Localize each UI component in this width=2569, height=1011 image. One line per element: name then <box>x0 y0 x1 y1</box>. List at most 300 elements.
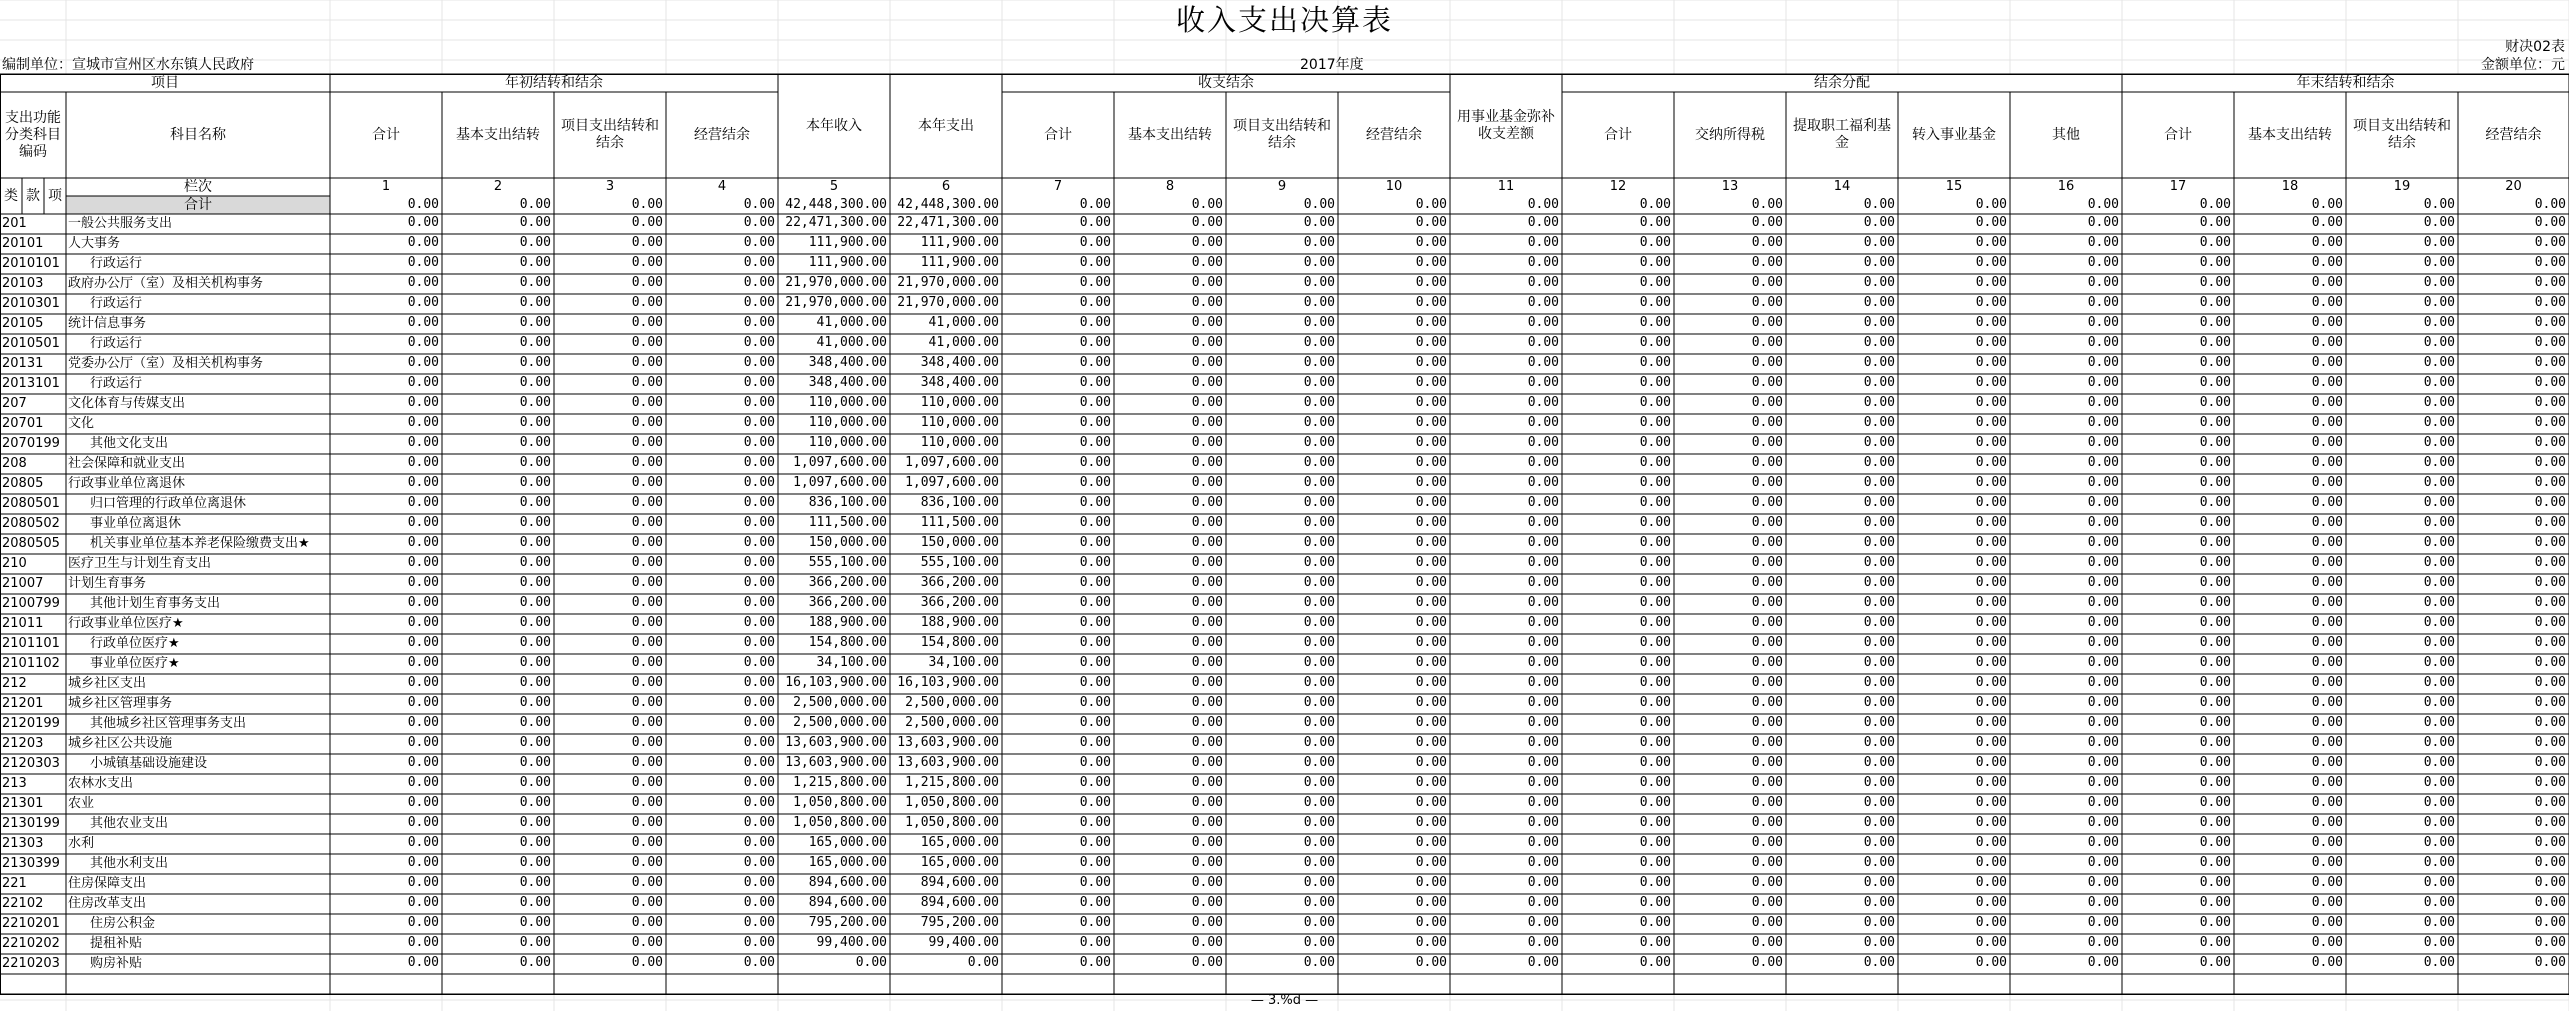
table-row-cell: 0.00 <box>743 895 775 910</box>
table-row-cell: 0.00 <box>2311 415 2343 430</box>
table-row-cell: 0.00 <box>2087 815 2119 830</box>
subject-code: 201 <box>2 216 27 231</box>
table-row-cell: 0.00 <box>1975 935 2007 950</box>
subject-code: 2080502 <box>2 516 60 531</box>
subject-name: 农林水支出 <box>68 776 134 791</box>
table-row-cell: 0.00 <box>631 315 663 330</box>
table-row-cell: 0.00 <box>1415 835 1447 850</box>
table-row-cell: 0.00 <box>1639 615 1671 630</box>
table-row-cell: 0.00 <box>2534 795 2566 810</box>
table-row-cell: 0.00 <box>2087 595 2119 610</box>
table-row-cell: 0.00 <box>2087 215 2119 230</box>
currency-unit: 金额单位：元 <box>2481 57 2565 73</box>
table-row-cell: 0.00 <box>2311 475 2343 490</box>
header-lei: 类 <box>4 187 18 204</box>
table-row-cell: 0.00 <box>743 575 775 590</box>
header-col-17: 合计 <box>2164 126 2192 143</box>
table-row-cell: 0.00 <box>2423 255 2455 270</box>
table-row-cell: 0.00 <box>1975 575 2007 590</box>
subject-name: 住房改革支出 <box>68 896 147 911</box>
table-row-cell: 0.00 <box>1415 315 1447 330</box>
table-row-cell: 0.00 <box>1527 255 1559 270</box>
total-row-cell: 0.00 <box>2534 197 2566 212</box>
table-row-cell: 0.00 <box>2423 835 2455 850</box>
table-row-cell: 1,215,800.00 <box>793 775 887 790</box>
table-row-cell: 0.00 <box>2534 495 2566 510</box>
table-row-cell: 0.00 <box>743 755 775 770</box>
table-row-cell: 0.00 <box>1639 235 1671 250</box>
table-row-cell: 0.00 <box>2311 455 2343 470</box>
table-row-cell: 0.00 <box>407 315 439 330</box>
table-row-cell: 0.00 <box>2311 235 2343 250</box>
table-row-cell: 0.00 <box>1079 255 1111 270</box>
table-row-cell: 0.00 <box>1191 215 1223 230</box>
table-row-cell: 0.00 <box>1303 595 1335 610</box>
table-row-cell: 0.00 <box>1975 375 2007 390</box>
subject-name: 城乡社区管理事务 <box>68 696 173 711</box>
table-row-cell: 0.00 <box>2087 935 2119 950</box>
subject-code: 210 <box>2 556 27 571</box>
table-row-cell: 0.00 <box>519 615 551 630</box>
table-row-cell: 0.00 <box>1527 395 1559 410</box>
table-row-cell: 0.00 <box>2311 395 2343 410</box>
table-row-cell: 0.00 <box>1527 715 1559 730</box>
table-row-cell: 0.00 <box>1191 795 1223 810</box>
table-row-cell: 0.00 <box>1415 915 1447 930</box>
table-row-cell: 111,900.00 <box>808 235 887 250</box>
table-row-cell: 0.00 <box>1191 935 1223 950</box>
table-row-cell: 1,050,800.00 <box>905 815 999 830</box>
table-row-cell: 21,970,000.00 <box>897 275 999 290</box>
subject-code: 2010501 <box>2 336 60 351</box>
table-row-cell: 366,200.00 <box>920 575 999 590</box>
table-row-cell: 0.00 <box>2199 215 2231 230</box>
table-row-cell: 0.00 <box>1191 395 1223 410</box>
table-row-cell: 0.00 <box>1975 895 2007 910</box>
table-row-cell: 0.00 <box>2311 315 2343 330</box>
table-row-cell: 0.00 <box>519 935 551 950</box>
table-row-cell: 0.00 <box>519 635 551 650</box>
table-row-cell: 0.00 <box>2199 715 2231 730</box>
table-row-cell: 0.00 <box>1975 795 2007 810</box>
subject-code: 2130399 <box>2 856 60 871</box>
table-row-cell: 0.00 <box>407 355 439 370</box>
table-row-cell: 0.00 <box>2087 535 2119 550</box>
table-row-cell: 0.00 <box>407 715 439 730</box>
table-row-cell: 0.00 <box>1751 355 1783 370</box>
table-row-cell: 0.00 <box>2087 675 2119 690</box>
table-row-cell: 0.00 <box>2534 835 2566 850</box>
total-row-cell: 0.00 <box>1191 197 1223 212</box>
table-row-cell: 0.00 <box>1975 555 2007 570</box>
table-row-cell: 0.00 <box>2199 295 2231 310</box>
total-row-cell: 0.00 <box>2311 197 2343 212</box>
table-row-cell: 0.00 <box>519 695 551 710</box>
header-name: 科目名称 <box>170 126 226 143</box>
table-row-cell: 0.00 <box>855 955 887 970</box>
subject-code: 208 <box>2 456 27 471</box>
table-row-cell: 0.00 <box>2087 835 2119 850</box>
table-row-cell: 0.00 <box>519 755 551 770</box>
table-row-cell: 0.00 <box>1079 795 1111 810</box>
table-row-cell: 0.00 <box>519 415 551 430</box>
column-number: 11 <box>1497 179 1515 194</box>
table-row-cell: 795,200.00 <box>920 915 999 930</box>
table-row-cell: 13,603,900.00 <box>897 735 999 750</box>
total-row-cell: 0.00 <box>1863 197 1895 212</box>
subject-name: 其他农业支出 <box>90 816 169 831</box>
table-row-cell: 0.00 <box>631 355 663 370</box>
table-row-cell: 0.00 <box>2199 555 2231 570</box>
table-row-cell: 0.00 <box>1191 875 1223 890</box>
table-row-cell: 0.00 <box>1527 635 1559 650</box>
table-row-cell: 0.00 <box>2199 915 2231 930</box>
table-row-cell: 0.00 <box>1527 895 1559 910</box>
table-row-cell: 0.00 <box>1415 495 1447 510</box>
header-group-1: 年初结转和结余 <box>505 74 603 91</box>
table-row-cell: 0.00 <box>1639 575 1671 590</box>
table-row-cell: 0.00 <box>743 355 775 370</box>
table-row-cell: 0.00 <box>1639 815 1671 830</box>
subject-name: 小城镇基础设施建设 <box>90 756 208 771</box>
table-row-cell: 0.00 <box>2199 835 2231 850</box>
table-row-cell: 0.00 <box>2199 375 2231 390</box>
table-row-cell: 0.00 <box>407 635 439 650</box>
table-row-cell: 0.00 <box>1191 575 1223 590</box>
table-row-cell: 22,471,300.00 <box>897 215 999 230</box>
subject-name: 党委办公厅（室）及相关机构事务 <box>68 356 264 371</box>
table-row-cell: 0.00 <box>1527 295 1559 310</box>
table-row-cell: 1,215,800.00 <box>905 775 999 790</box>
table-row-cell: 0.00 <box>1975 655 2007 670</box>
table-row-cell: 894,600.00 <box>808 895 887 910</box>
subject-name: 农业 <box>68 796 95 811</box>
subject-code: 21203 <box>2 736 44 751</box>
table-row-cell: 0.00 <box>2311 335 2343 350</box>
table-row-cell: 0.00 <box>1863 395 1895 410</box>
table-row-cell: 0.00 <box>1079 515 1111 530</box>
table-row-cell: 0.00 <box>2534 695 2566 710</box>
table-row-cell: 0.00 <box>2199 815 2231 830</box>
table-row-cell: 0.00 <box>1863 375 1895 390</box>
table-row-cell: 0.00 <box>1079 615 1111 630</box>
subject-code: 213 <box>2 776 27 791</box>
subject-name: 社会保障和就业支出 <box>68 456 186 471</box>
table-row-cell: 0.00 <box>1415 875 1447 890</box>
column-number: 5 <box>829 179 839 194</box>
table-row-cell: 0.00 <box>2199 355 2231 370</box>
table-row-cell: 366,200.00 <box>808 595 887 610</box>
table-row-cell: 0.00 <box>1191 775 1223 790</box>
table-row-cell: 0.00 <box>2087 515 2119 530</box>
table-row-cell: 0.00 <box>1527 515 1559 530</box>
table-row-cell: 0.00 <box>2199 775 2231 790</box>
table-row-cell: 0.00 <box>2423 695 2455 710</box>
table-row-cell: 0.00 <box>1079 215 1111 230</box>
table-row-cell: 154,800.00 <box>808 635 887 650</box>
table-row-cell: 0.00 <box>1975 535 2007 550</box>
table-row-cell: 0.00 <box>2534 255 2566 270</box>
table-row-cell: 0.00 <box>1303 275 1335 290</box>
table-row-cell: 0.00 <box>743 875 775 890</box>
header-col-12: 合计 <box>1604 126 1632 143</box>
table-row-cell: 0.00 <box>1975 515 2007 530</box>
table-row-cell: 0.00 <box>407 815 439 830</box>
table-row-cell: 111,500.00 <box>920 515 999 530</box>
table-row-cell: 0.00 <box>2534 855 2566 870</box>
table-row-cell: 0.00 <box>2534 875 2566 890</box>
table-row-cell: 0.00 <box>1975 475 2007 490</box>
table-row-cell: 0.00 <box>1303 235 1335 250</box>
table-row-cell: 0.00 <box>1079 855 1111 870</box>
table-row-cell: 0.00 <box>1191 235 1223 250</box>
table-row-cell: 0.00 <box>2311 935 2343 950</box>
table-row-cell: 0.00 <box>2087 495 2119 510</box>
table-row-cell: 0.00 <box>631 855 663 870</box>
table-row-cell: 0.00 <box>519 315 551 330</box>
table-row-cell: 555,100.00 <box>808 555 887 570</box>
column-number: 19 <box>2393 179 2411 194</box>
table-row-cell: 0.00 <box>1527 315 1559 330</box>
table-row-cell: 0.00 <box>2423 635 2455 650</box>
table-row-cell: 0.00 <box>2199 735 2231 750</box>
table-row-cell: 0.00 <box>519 455 551 470</box>
header-col-11: 用事业基金弥补收支差额 <box>1457 109 1555 142</box>
subject-code: 21201 <box>2 696 44 711</box>
table-row-cell: 0.00 <box>2199 415 2231 430</box>
table-row-cell: 0.00 <box>519 235 551 250</box>
table-row-cell: 0.00 <box>2423 335 2455 350</box>
table-row-cell: 0.00 <box>1751 875 1783 890</box>
table-row-cell: 0.00 <box>2534 335 2566 350</box>
table-row-cell: 0.00 <box>1079 775 1111 790</box>
table-row-cell: 0.00 <box>1191 815 1223 830</box>
table-row-cell: 0.00 <box>1303 735 1335 750</box>
table-row-cell: 0.00 <box>1303 515 1335 530</box>
table-row-cell: 0.00 <box>631 735 663 750</box>
table-row-cell: 0.00 <box>1191 355 1223 370</box>
table-row-cell: 0.00 <box>1863 815 1895 830</box>
table-row-cell: 0.00 <box>1863 935 1895 950</box>
table-row-cell: 0.00 <box>1415 795 1447 810</box>
table-row-cell: 0.00 <box>1751 575 1783 590</box>
table-row-cell: 0.00 <box>1975 815 2007 830</box>
table-row-cell: 0.00 <box>407 675 439 690</box>
column-number: 20 <box>2505 179 2522 194</box>
table-row-cell: 0.00 <box>1975 335 2007 350</box>
table-row-cell: 0.00 <box>1863 855 1895 870</box>
subject-code: 2210202 <box>2 936 60 951</box>
table-row-cell: 0.00 <box>519 795 551 810</box>
table-row-cell: 0.00 <box>1191 335 1223 350</box>
table-row-cell: 0.00 <box>1303 375 1335 390</box>
subject-name: 住房保障支出 <box>68 876 147 891</box>
table-row-cell: 0.00 <box>407 735 439 750</box>
table-row-cell: 0.00 <box>1639 775 1671 790</box>
table-row-cell: 0.00 <box>631 935 663 950</box>
table-row-cell: 0.00 <box>1863 235 1895 250</box>
table-row-cell: 0.00 <box>1191 595 1223 610</box>
table-row-cell: 0.00 <box>1751 895 1783 910</box>
table-row-cell: 0.00 <box>407 275 439 290</box>
subject-name: 其他文化支出 <box>90 436 169 451</box>
table-row-cell: 0.00 <box>2199 475 2231 490</box>
page-footer: — 3.%d — <box>1250 993 1319 1008</box>
column-number: 1 <box>381 179 391 194</box>
table-row-cell: 0.00 <box>743 375 775 390</box>
table-row-cell: 0.00 <box>1191 295 1223 310</box>
form-number: 财决02表 <box>2505 39 2565 55</box>
table-row-cell: 0.00 <box>1639 755 1671 770</box>
subject-code: 2210203 <box>2 956 60 971</box>
table-row-cell: 0.00 <box>1303 955 1335 970</box>
table-row-cell: 0.00 <box>631 635 663 650</box>
table-row-cell: 0.00 <box>631 675 663 690</box>
table-row-cell: 0.00 <box>1639 435 1671 450</box>
table-row-cell: 0.00 <box>2087 475 2119 490</box>
header-col-18: 基本支出结转 <box>2248 126 2332 143</box>
header-col-15: 转入事业基金 <box>1912 126 1996 143</box>
table-row-cell: 0.00 <box>519 295 551 310</box>
table-row-cell: 0.00 <box>1303 295 1335 310</box>
table-row-cell: 0.00 <box>1639 735 1671 750</box>
table-row-cell: 0.00 <box>2534 895 2566 910</box>
table-row-cell: 0.00 <box>519 735 551 750</box>
table-row-cell: 0.00 <box>2423 935 2455 950</box>
table-row-cell: 22,471,300.00 <box>785 215 887 230</box>
table-row-cell: 0.00 <box>1415 735 1447 750</box>
table-row-cell: 0.00 <box>1751 335 1783 350</box>
table-row-cell: 0.00 <box>1191 855 1223 870</box>
table-row-cell: 0.00 <box>2311 295 2343 310</box>
table-row-cell: 0.00 <box>743 535 775 550</box>
table-row-cell: 0.00 <box>1415 515 1447 530</box>
table-row-cell: 0.00 <box>1303 475 1335 490</box>
table-row-cell: 0.00 <box>743 955 775 970</box>
table-row-cell: 0.00 <box>1751 415 1783 430</box>
table-row-cell: 0.00 <box>2087 855 2119 870</box>
table-row-cell: 0.00 <box>1751 455 1783 470</box>
table-row-cell: 0.00 <box>2311 615 2343 630</box>
table-row-cell: 0.00 <box>2199 315 2231 330</box>
table-row-cell: 0.00 <box>407 875 439 890</box>
table-row-cell: 41,000.00 <box>928 315 999 330</box>
header-lanci: 栏次 <box>184 178 212 195</box>
table-row-cell: 150,000.00 <box>920 535 999 550</box>
table-row-cell: 0.00 <box>1863 655 1895 670</box>
header-col-7: 合计 <box>1044 126 1072 143</box>
table-row-cell: 0.00 <box>1303 915 1335 930</box>
table-row-cell: 0.00 <box>2423 535 2455 550</box>
table-row-cell: 0.00 <box>743 455 775 470</box>
total-row-cell: 42,448,300.00 <box>897 197 999 212</box>
table-row-cell: 0.00 <box>1975 295 2007 310</box>
table-row-cell: 0.00 <box>1527 755 1559 770</box>
table-row-cell: 165,000.00 <box>808 835 887 850</box>
table-row-cell: 0.00 <box>1079 495 1111 510</box>
table-row-cell: 0.00 <box>1751 935 1783 950</box>
table-row-cell: 836,100.00 <box>808 495 887 510</box>
table-row-cell: 0.00 <box>1079 835 1111 850</box>
table-row-cell: 0.00 <box>2087 435 2119 450</box>
table-row-cell: 0.00 <box>631 375 663 390</box>
table-row-cell: 0.00 <box>1079 915 1111 930</box>
table-row-cell: 0.00 <box>2423 675 2455 690</box>
table-row-cell: 0.00 <box>1415 955 1447 970</box>
table-row-cell: 0.00 <box>743 655 775 670</box>
table-row-cell: 0.00 <box>1639 675 1671 690</box>
table-row-cell: 99,400.00 <box>928 935 999 950</box>
table-row-cell: 0.00 <box>2199 875 2231 890</box>
table-row-cell: 0.00 <box>2199 635 2231 650</box>
subject-code: 2120199 <box>2 716 60 731</box>
table-row-cell: 0.00 <box>743 215 775 230</box>
column-number: 3 <box>605 179 615 194</box>
subject-code: 2210201 <box>2 916 60 931</box>
table-row-cell: 0.00 <box>1415 855 1447 870</box>
table-row-cell: 0.00 <box>1303 495 1335 510</box>
table-row-cell: 0.00 <box>2087 255 2119 270</box>
subject-code: 207 <box>2 396 27 411</box>
subject-name: 城乡社区公共设施 <box>68 736 173 751</box>
table-row-cell: 0.00 <box>1863 775 1895 790</box>
table-row-cell: 0.00 <box>1639 835 1671 850</box>
table-row-cell: 0.00 <box>2199 895 2231 910</box>
table-row-cell: 1,050,800.00 <box>905 795 999 810</box>
header-group-4: 年末结转和结余 <box>2296 74 2395 91</box>
fiscal-year: 2017年度 <box>1300 57 1364 73</box>
table-row-cell: 0.00 <box>1639 495 1671 510</box>
table-row-cell: 0.00 <box>2087 395 2119 410</box>
table-row-cell: 0.00 <box>1415 595 1447 610</box>
table-row-cell: 0.00 <box>2311 735 2343 750</box>
table-row-cell: 0.00 <box>2199 255 2231 270</box>
table-row-cell: 0.00 <box>2199 575 2231 590</box>
table-row-cell: 13,603,900.00 <box>785 755 887 770</box>
subject-name: 其他计划生育事务支出 <box>90 596 221 611</box>
subject-name: 行政运行 <box>90 256 143 271</box>
subject-name: 城乡社区支出 <box>68 676 147 691</box>
table-row-cell: 0.00 <box>1303 415 1335 430</box>
table-row-cell: 0.00 <box>1751 495 1783 510</box>
table-row-cell: 0.00 <box>1079 435 1111 450</box>
table-row-cell: 0.00 <box>1527 335 1559 350</box>
table-row-cell: 0.00 <box>1191 275 1223 290</box>
table-row-cell: 0.00 <box>2311 495 2343 510</box>
table-row-cell: 0.00 <box>1415 215 1447 230</box>
table-row-cell: 0.00 <box>1415 335 1447 350</box>
table-row-cell: 0.00 <box>519 495 551 510</box>
table-row-cell: 0.00 <box>1415 555 1447 570</box>
subject-name: 行政事业单位离退休 <box>68 476 186 491</box>
table-row-cell: 0.00 <box>1415 635 1447 650</box>
header-col-14: 提取职工福利基金 <box>1793 118 1891 151</box>
table-row-cell: 0.00 <box>631 715 663 730</box>
table-row-cell: 0.00 <box>1639 515 1671 530</box>
table-row-cell: 0.00 <box>2087 315 2119 330</box>
table-row-cell: 0.00 <box>2199 755 2231 770</box>
table-row-cell: 0.00 <box>519 535 551 550</box>
table-row-cell: 0.00 <box>2534 575 2566 590</box>
table-row-cell: 0.00 <box>519 375 551 390</box>
table-row-cell: 0.00 <box>1639 935 1671 950</box>
table-row-cell: 0.00 <box>1079 675 1111 690</box>
table-row-cell: 0.00 <box>2423 775 2455 790</box>
table-row-cell: 0.00 <box>407 755 439 770</box>
table-row-cell: 0.00 <box>519 775 551 790</box>
table-row-cell: 0.00 <box>1863 575 1895 590</box>
table-row-cell: 0.00 <box>1975 495 2007 510</box>
